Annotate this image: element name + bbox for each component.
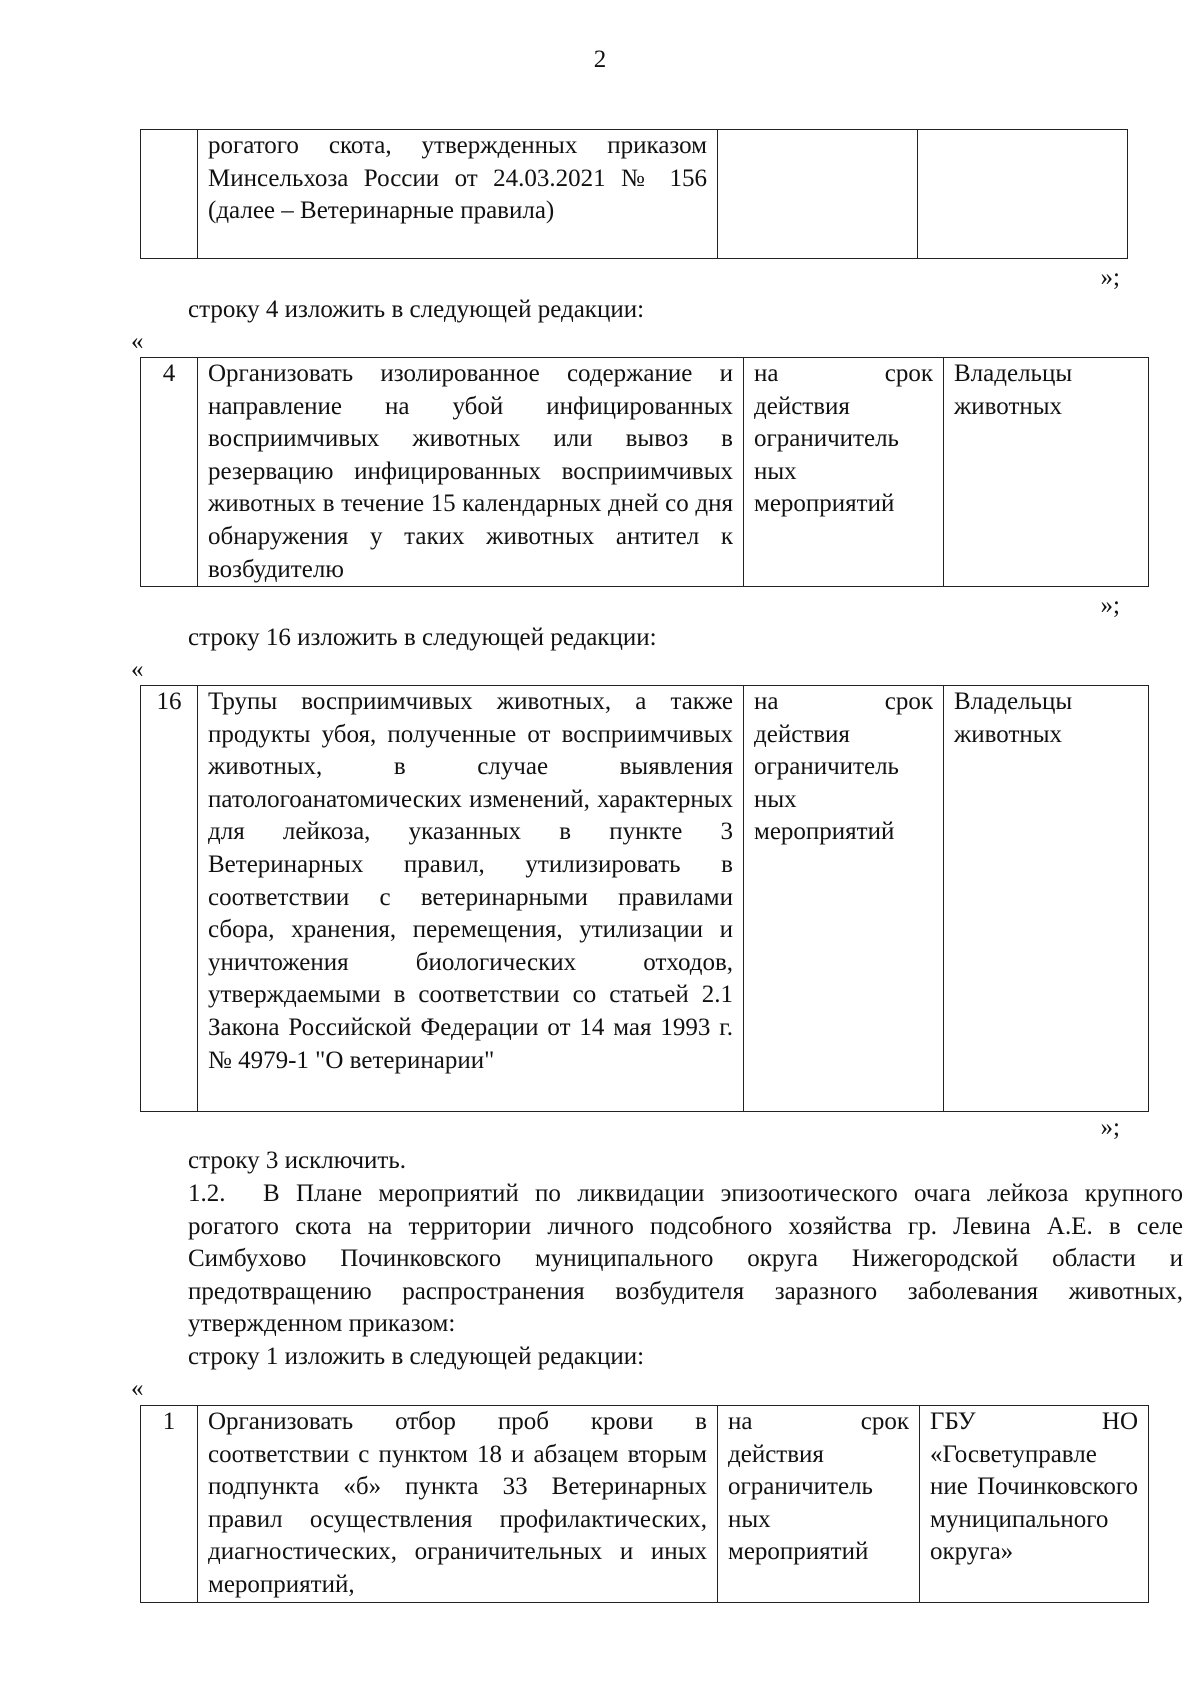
closing-quote: »;: [1100, 264, 1120, 291]
responsible-word: НО: [1101, 1408, 1138, 1435]
page-number: 2: [593, 46, 607, 73]
instruction-row-16: строку 16 изложить в следующей редакции:: [188, 624, 657, 651]
row-responsible-cell: Владельцы животных: [944, 686, 1149, 1112]
table-row: [141, 358, 1149, 587]
instruction-row-1: строку 1 изложить в следующей редакции:: [188, 1343, 645, 1370]
instruction-row-3: строку 3 исключить.: [188, 1147, 406, 1174]
term-word: на: [754, 360, 779, 387]
row-number-cell: 1: [141, 1406, 198, 1603]
term-word: срок: [860, 1408, 909, 1435]
term-word: на: [754, 688, 779, 715]
table-continuation: [140, 129, 1128, 259]
term-first-line: [754, 686, 933, 719]
opening-quote: «: [131, 328, 144, 355]
row-responsible-cell: [920, 1406, 1149, 1603]
row-term-cell: [744, 358, 944, 587]
table-row-1: [140, 1405, 1149, 1603]
term-first-line: [728, 1406, 909, 1439]
responsible-first-line: [930, 1406, 1138, 1439]
term-first-line: [754, 358, 933, 391]
paragraph-1-2: [128, 1178, 1183, 1341]
row-text-cell: Организовать изолированное содержание и направление на убой инфицированных восприимчивых животных или вывоз в резервацию инфицированных восприимчивых животных в течение 15 календарных дней со дня обнаружения у таких животных антител к возбудителю: [198, 358, 744, 587]
closing-quote: »;: [1100, 592, 1120, 619]
opening-quote: «: [131, 1375, 144, 1402]
opening-quote: «: [131, 656, 144, 683]
row-text-cell: рогатого скота, утвержденных приказом Минсельхоза России от 24.03.2021 № 156 (далее – Ветеринарные правила): [198, 130, 718, 259]
row-responsible-cell: Владельцы животных: [944, 358, 1149, 587]
term-word: срок: [884, 360, 933, 387]
table-row: [141, 130, 1128, 259]
closing-quote: »;: [1100, 1114, 1120, 1141]
paragraph-1-2-text: 1.2. В Плане мероприятий по ликвидации эпизоотического очага лейкоза крупного рогатого скота на территории личного подсобного хозяйства гр. Левина А.Е. в селе Симбухово Починковского муниципального округа Нижегородской области и предотвращению распространения возбудителя заразного заболевания животных, утвержденном приказом:: [188, 1180, 1183, 1338]
instruction-row-4: строку 4 изложить в следующей редакции:: [188, 296, 645, 323]
table-row: [141, 686, 1149, 1112]
table-row-4: [140, 357, 1149, 587]
row-number-cell: 4: [141, 358, 198, 587]
responsible-word: ГБУ: [930, 1408, 976, 1435]
term-word: срок: [884, 688, 933, 715]
term-rest: действия ограничитель ных мероприятий: [754, 392, 899, 518]
row-number-cell: [141, 130, 198, 259]
table-row-16: [140, 685, 1149, 1112]
row-number-cell: 16: [141, 686, 198, 1112]
table-row: [141, 1406, 1149, 1603]
responsible-rest: «Госветуправле ние Починковского муниципального округа»: [930, 1440, 1138, 1566]
row-term-cell: [718, 130, 918, 259]
term-rest: действия ограничитель ных мероприятий: [728, 1440, 873, 1566]
term-rest: действия ограничитель ных мероприятий: [754, 720, 899, 846]
row-text-cell: Трупы восприимчивых животных, а также продукты убоя, полученные от восприимчивых животных, в случае выявления патологоанатомических изменений, характерных для лейкоза, указанных в пункте 3 Ветеринарных правил, утилизировать в соответствии с ветеринарными правилами сбора, хранения, перемещения, утилизации и уничтожения биологических отходов, утверждаемыми в соответствии со статьей 2.1 Закона Российской Федерации от 14 мая 1993 г. № 4979-1 "О ветеринарии": [198, 686, 744, 1112]
term-word: на: [728, 1408, 753, 1435]
row-text-cell: Организовать отбор проб крови в соответствии с пунктом 18 и абзацем вторым подпункта «б» пункта 33 Ветеринарных правил осуществления профилактических, диагностических, ограничительных и иных мероприятий,: [198, 1406, 718, 1603]
row-term-cell: [718, 1406, 920, 1603]
row-term-cell: [744, 686, 944, 1112]
row-responsible-cell: [918, 130, 1128, 259]
